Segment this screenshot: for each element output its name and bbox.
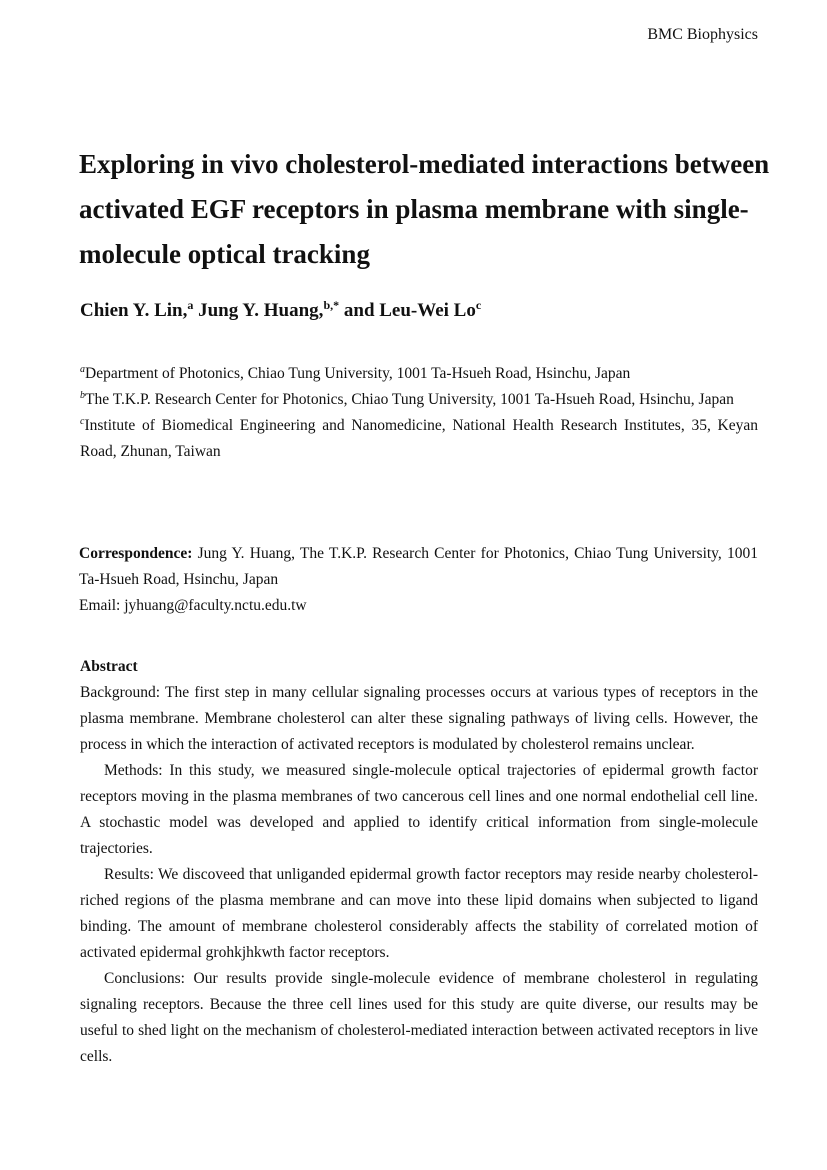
author-name: Jung Y. Huang, [198, 300, 324, 321]
correspondence-email: Email: jyhuang@faculty.nctu.edu.tw [79, 597, 307, 614]
affiliation-text: Institute of Biomedical Engineering and Nanomedicine, National Health Research Institutes, 35, Keyan Road, Zhunan, Taiwan [80, 417, 758, 460]
affiliation [80, 413, 758, 465]
affiliation-text: Department of Photonics, Chiao Tung University, 1001 Ta-Hsueh Road, Hsinchu, Japan [85, 365, 631, 382]
abstract-section [80, 654, 758, 1070]
correspondence-label: Correspondence: [79, 545, 193, 562]
correspondence [79, 541, 758, 619]
correspondence-address [79, 541, 758, 593]
abstract-heading: Abstract [80, 658, 138, 675]
affiliation-text: The T.K.P. Research Center for Photonics, Chiao Tung University, 1001 Ta-Hsueh Road, Hsinchu, Japan [85, 391, 734, 408]
affiliation-mark: a [80, 364, 85, 375]
affiliation [80, 387, 758, 413]
author-affiliation-mark: a [187, 298, 194, 312]
affiliation-mark: b [80, 390, 85, 401]
abstract-methods: Methods: In this study, we measured single-molecule optical trajectories of epidermal growth factor receptors moving in the plasma membranes of two cancerous cell lines and one normal endothelial cell line. A stochastic model was developed and applied to identify critical information from single-molecule trajectories. [80, 762, 758, 857]
journal-name: BMC Biophysics [647, 26, 758, 43]
affiliation-mark: c [80, 416, 85, 427]
abstract-results: Results: We discoveed that unliganded epidermal growth factor receptors may reside nearby cholesterol-riched regions of the plasma membrane and can move into these lipid domains when subjected to ligand binding. The amount of membrane cholesterol considerably affects the stability of correlated motion of activated epidermal grohkjhkwth factor receptors. [80, 866, 758, 961]
author-name: and Leu-Wei Lo [343, 300, 476, 321]
affiliations [80, 361, 758, 465]
author-affiliation-mark: b,* [323, 298, 340, 312]
author-list [80, 300, 481, 322]
affiliation [80, 361, 758, 387]
abstract-background: Background: The first step in many cellular signaling processes occurs at various types of receptors in the plasma membrane. Membrane cholesterol can alter these signaling pathways of living cells. However, the process in which the interaction of activated receptors is modulated by cholesterol remains unclear. [80, 684, 758, 753]
author-affiliation-mark: c [475, 298, 482, 312]
abstract-conclusions: Conclusions: Our results provide single-molecule evidence of membrane cholesterol in regulating signaling receptors. Because the three cell lines used for this study are quite diverse, our results may be useful to shed light on the mechanism of cholesterol-mediated interaction between activated receptors in live cells. [80, 970, 758, 1065]
correspondence-text: Jung Y. Huang, The T.K.P. Research Center for Photonics, Chiao Tung University, 1001 Ta-Hsueh Road, Hsinchu, Japan [79, 545, 758, 588]
author-name: Chien Y. Lin, [80, 300, 188, 321]
paper-title: Exploring in vivo cholesterol-mediated interactions between activated EGF receptors in plasma membrane with single-molecule optical tracking [79, 149, 770, 269]
